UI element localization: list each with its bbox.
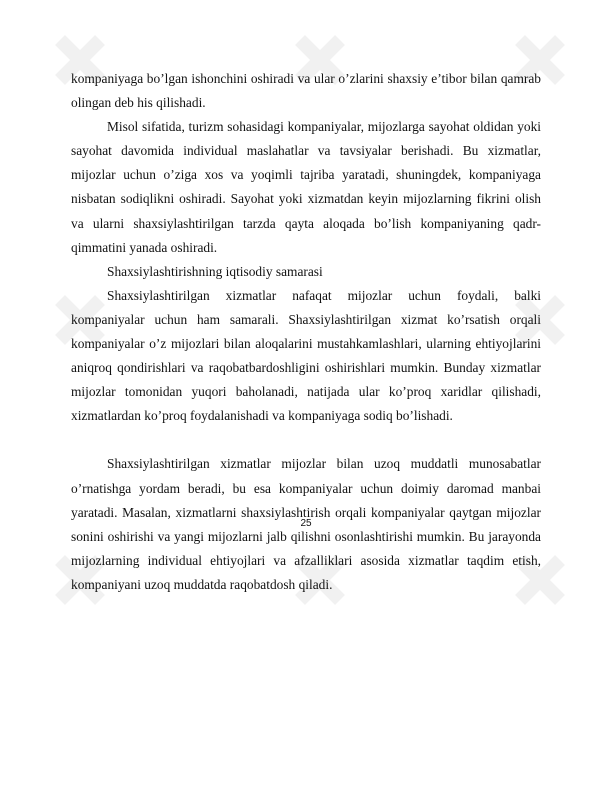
paragraph-spacer	[71, 428, 541, 452]
page-number: 25	[300, 518, 312, 529]
paragraph-tourism-example: Misol sifatida, turizm sohasidagi kompaniyalar, mijozlarga sayohat oldidan yoki sayohat davomida individual maslahatlar va tavsiyalar berishadi. Bu xizmatlar, mijozlar uchun o’ziga xos va yoqimli tajriba yaratadi, shuningdek, kompaniyaga nisbatan sodiqlikni oshiradi. Sayohat yoki xizmatdan keyin mijozlarning fikrini olish va ularni shaxsiylashtirilgan tarzda qayta aloqada bo’lish kompaniyaning qadr-qimmatini yanada oshiradi.	[71, 119, 541, 255]
section-heading: Shaxsiylashtirishning iqtisodiy samarasi	[107, 263, 323, 279]
paragraph-long-term-relations: Shaxsiylashtirilgan xizmatlar mijozlar bilan uzoq muddatli munosabatlar o’rnatishga yordam beradi, bu esa kompaniyalar uchun doimiy daromad manbai yaratadi. Masalan, xizmatlarni shaxsiylashtirish orqali kompaniyalar qaytgan mijozlar sonini oshirishi va yangi mijozlarni jalb qilishni osonlashtirishi mumkin. Bu jarayonda mijozlarning individual ehtiyojlari va afzalliklari asosida xizmatlar taqdim etish, kompaniyani uzoq muddatda raqobatdosh qiladi.	[71, 456, 541, 592]
paragraph-economic-benefit: Shaxsiylashtirilgan xizmatlar nafaqat mijozlar uchun foydali, balki kompaniyalar uchun ham samarali. Shaxsiylashtirilgan xizmat ko’rsatish orqali kompaniyalar o’z mijozlari bilan aloqalarini mustahkamlashlari, ularning ehtiyojlarini aniqroq qondirishlari va raqobatbardoshligini oshirishlari mumkin. Bunday xizmatlar mijozlar tomonidan yuqori baholanadi, natijada ular ko’proq xaridlar qilishadi, xizmatlardan ko’proq foydalanishadi va kompaniyaga sodiq bo’lishadi.	[71, 287, 541, 424]
paragraph-continued: kompaniyaga bo’lgan ishonchini oshiradi va ular o’zlarini shaxsiy e’tibor bilan qamrab olingan deb his qilishadi.	[71, 71, 541, 111]
